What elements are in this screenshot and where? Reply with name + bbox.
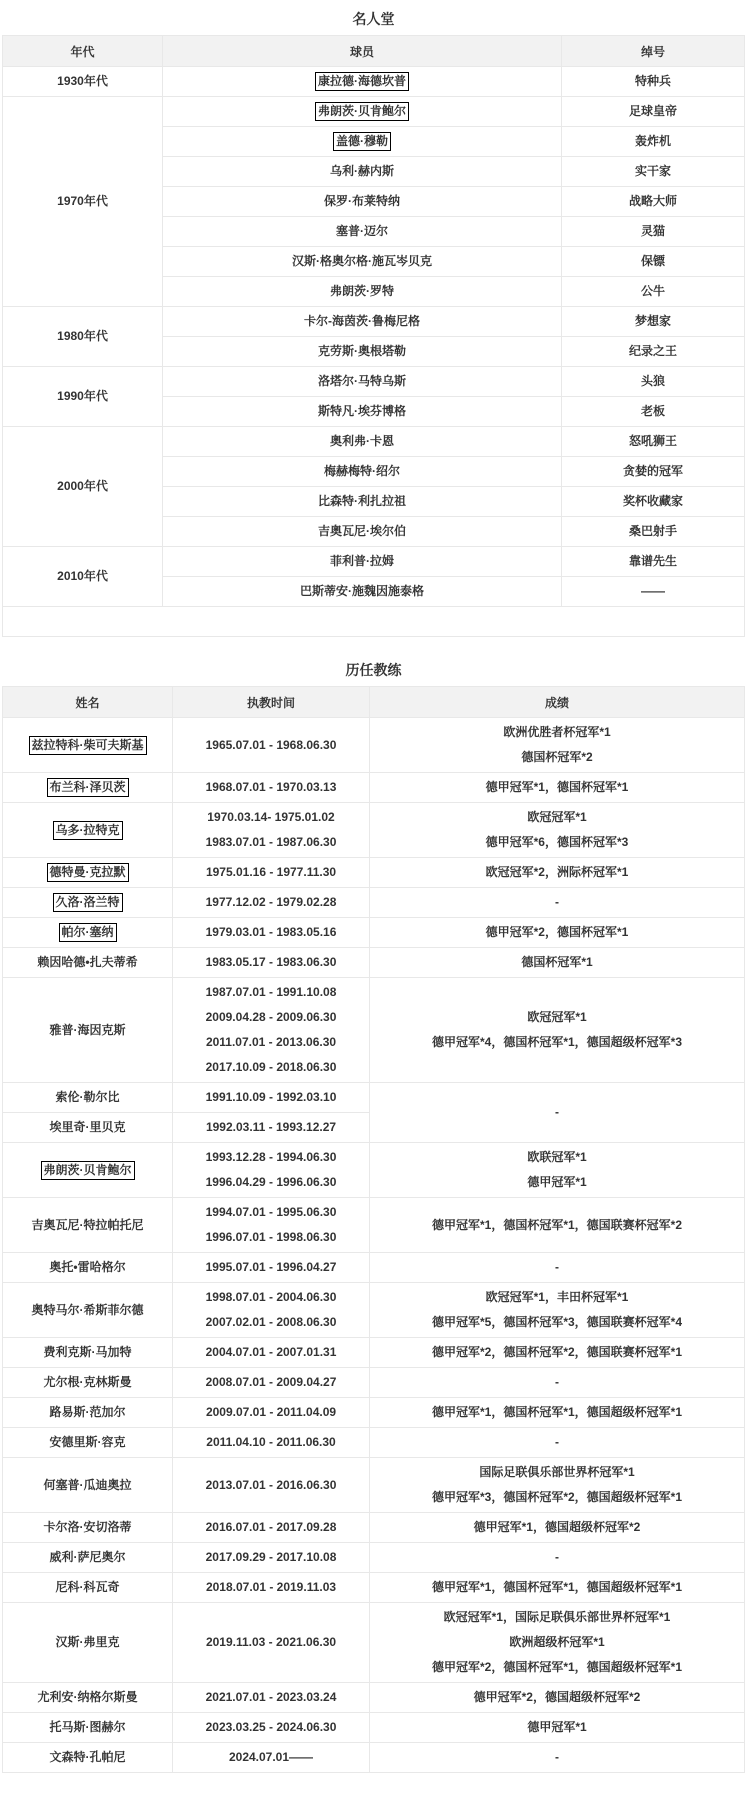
- coaches-header-row: [3, 687, 745, 718]
- coach-period-cell: [173, 1113, 370, 1143]
- coach-name-cell: [3, 1338, 173, 1368]
- achievement-line: 欧洲超级杯冠军*1: [509, 1635, 605, 1649]
- coach-name-cell: [3, 858, 173, 888]
- coach-period-cell: [173, 948, 370, 978]
- coach-name-cell: [3, 1283, 173, 1338]
- coach-result-cell: [370, 918, 745, 948]
- period: 1987.07.01 - 1991.10.08: [205, 985, 337, 999]
- player-name: 洛塔尔·马特乌斯: [318, 374, 406, 388]
- period: 2007.02.01 - 2008.06.30: [205, 1315, 337, 1329]
- coach-name-cell: [3, 1368, 173, 1398]
- achievement-line: 德甲冠军*2，德国超级杯冠军*2: [473, 1690, 641, 1704]
- hof-row: [3, 307, 745, 337]
- period: 1996.07.01 - 1998.06.30: [205, 1230, 337, 1244]
- player-name: 斯特凡·埃芬博格: [318, 404, 406, 418]
- coach-row: [3, 1338, 745, 1368]
- coach-name: 吉奥瓦尼·特拉帕托尼: [31, 1217, 144, 1232]
- era-label: 2010年代: [57, 569, 108, 583]
- coach-row: [3, 1283, 745, 1338]
- coach-period-cell: [173, 1683, 370, 1713]
- achievement-line: -: [555, 895, 559, 909]
- coach-name-cell: [3, 1543, 173, 1573]
- coach-result-cell: [370, 1283, 745, 1338]
- coaches-title: 历任教练: [345, 662, 402, 678]
- coach-row: [3, 1603, 745, 1683]
- nickname: 老板: [640, 404, 665, 418]
- period: 2016.07.01 - 2017.09.28: [205, 1520, 337, 1534]
- hof-col-nickname: 绰号: [562, 36, 745, 67]
- coach-result-cell: [370, 1573, 745, 1603]
- hof-header-row: [3, 36, 745, 67]
- coach-result-cell: [370, 1683, 745, 1713]
- coach-row: [3, 1368, 745, 1398]
- period: 1993.12.28 - 1994.06.30: [205, 1150, 337, 1164]
- achievement-line: 德甲冠军*1，德国杯冠军*1，德国联赛杯冠军*2: [431, 1217, 683, 1232]
- coach-row: [3, 888, 745, 918]
- coach-row: [3, 718, 745, 773]
- period: 1991.10.09 - 1992.03.10: [205, 1090, 337, 1104]
- coach-name: 何塞普·瓜迪奥拉: [43, 1477, 132, 1492]
- coach-row: [3, 1713, 745, 1743]
- achievement-line: 德甲冠军*1，德国超级杯冠军*2: [473, 1520, 641, 1534]
- coach-row: [3, 1683, 745, 1713]
- coach-result-cell: [370, 1603, 745, 1683]
- coach-link[interactable]: 兹拉特科·柴可夫斯基: [29, 736, 147, 755]
- achievement-line: -: [555, 1260, 559, 1274]
- coach-period-cell: [173, 1198, 370, 1253]
- player-name: 弗朗茨·罗特: [330, 284, 394, 298]
- hof-empty-row: [3, 607, 745, 637]
- nickname: 足球皇帝: [628, 104, 677, 118]
- player-cell: [163, 427, 562, 457]
- coach-row: [3, 1458, 745, 1513]
- coach-name: 奥特马尔·希斯菲尔德: [31, 1302, 144, 1317]
- player-cell: [163, 517, 562, 547]
- nickname-cell: [562, 247, 745, 277]
- nickname: 保镖: [640, 254, 665, 268]
- hall-of-fame-title: 名人堂: [352, 11, 395, 27]
- nickname-cell: [562, 517, 745, 547]
- nickname: 公牛: [640, 284, 665, 298]
- player-name: 保罗·布莱特纳: [324, 194, 400, 208]
- nickname-cell: [562, 367, 745, 397]
- coaches-col-result: 成绩: [370, 687, 745, 718]
- player-cell: [163, 487, 562, 517]
- nickname-cell: [562, 67, 745, 97]
- coach-name-cell: [3, 1113, 173, 1143]
- coach-period-cell: [173, 1603, 370, 1683]
- nickname: 奖杯收藏家: [622, 494, 683, 508]
- era-cell: [3, 97, 163, 307]
- coach-name: 奥托•雷哈格尔: [49, 1260, 126, 1274]
- coach-name: 尤利安·纳格尔斯曼: [37, 1690, 138, 1704]
- player-cell: [163, 247, 562, 277]
- achievement-line: 国际足联俱乐部世界杯冠军*1: [479, 1465, 635, 1479]
- coach-result-cell: [370, 1743, 745, 1773]
- coach-name: 安德里斯·容克: [49, 1435, 126, 1449]
- nickname: 纪录之王: [628, 344, 677, 358]
- coach-row: [3, 1198, 745, 1253]
- coach-period-cell: [173, 1513, 370, 1543]
- coach-result-cell: [370, 1458, 745, 1513]
- nickname-cell: [562, 577, 745, 607]
- coach-result-cell: [370, 1368, 745, 1398]
- achievement-line: 德甲冠军*1: [527, 1720, 587, 1734]
- coach-name-cell: [3, 1253, 173, 1283]
- coach-name: 埃里奇·里贝克: [49, 1120, 126, 1134]
- nickname-cell: [562, 427, 745, 457]
- period: 1994.07.01 - 1995.06.30: [205, 1205, 337, 1219]
- nickname-cell: [562, 127, 745, 157]
- period: 1975.01.16 - 1977.11.30: [205, 865, 337, 879]
- era-cell: [3, 307, 163, 367]
- coach-period-cell: [173, 1253, 370, 1283]
- player-link[interactable]: 盖德·穆勒: [333, 132, 391, 151]
- player-name: 塞普·迈尔: [336, 224, 388, 238]
- coach-link[interactable]: 帕尔·塞纳: [59, 923, 117, 942]
- coach-link[interactable]: 德特曼·克拉默: [47, 863, 129, 882]
- hof-row: [3, 427, 745, 457]
- hof-row: [3, 367, 745, 397]
- nickname: 轰炸机: [634, 134, 671, 148]
- coach-row: [3, 918, 745, 948]
- nickname-cell: [562, 487, 745, 517]
- hof-col-player: 球员: [163, 36, 562, 67]
- achievement-line: 欧冠冠军*1，国际足联俱乐部世界杯冠军*1: [443, 1610, 671, 1624]
- period: 2009.04.28 - 2009.06.30: [205, 1010, 337, 1024]
- coach-name-cell: [3, 773, 173, 803]
- nickname-cell: [562, 337, 745, 367]
- achievement-line: -: [555, 1750, 559, 1764]
- coach-row: [3, 1253, 745, 1283]
- player-cell: [163, 367, 562, 397]
- coach-name-cell: [3, 1713, 173, 1743]
- coach-link[interactable]: 久洛·洛兰特: [53, 893, 123, 912]
- player-cell: [163, 547, 562, 577]
- coach-name: 汉斯·弗里克: [55, 1635, 120, 1649]
- coach-name-cell: [3, 1398, 173, 1428]
- achievement-line: -: [555, 1550, 559, 1564]
- coach-period-cell: [173, 1743, 370, 1773]
- period: 2009.07.01 - 2011.04.09: [205, 1405, 337, 1419]
- coach-name: 文森特·孔帕尼: [49, 1750, 126, 1764]
- nickname: 战略大师: [628, 194, 677, 208]
- era-cell: [3, 367, 163, 427]
- coach-result-cell: [370, 1398, 745, 1428]
- achievement-line: 德甲冠军*1: [527, 1175, 587, 1189]
- achievement-line: 德甲冠军*2，德国杯冠军*1，德国超级杯冠军*1: [431, 1660, 683, 1674]
- period: 1983.05.17 - 1983.06.30: [205, 955, 337, 969]
- achievement-line: -: [555, 1105, 559, 1119]
- coach-period-cell: [173, 773, 370, 803]
- coach-result-cell: [370, 803, 745, 858]
- coach-name: 卡尔洛·安切洛蒂: [43, 1520, 132, 1534]
- coach-result-cell: [370, 1083, 745, 1143]
- achievement-line: 德甲冠军*1，德国杯冠军*1: [485, 780, 629, 794]
- period: 1979.03.01 - 1983.05.16: [205, 925, 337, 939]
- player-name: 吉奥瓦尼·埃尔伯: [318, 524, 406, 538]
- era-label: 2000年代: [57, 479, 108, 493]
- coach-name: 尤尔根·克林斯曼: [43, 1375, 132, 1389]
- coach-name: 尼科·科瓦奇: [55, 1580, 120, 1594]
- player-name: 乌利·赫内斯: [330, 164, 394, 178]
- coach-period-cell: [173, 1398, 370, 1428]
- coach-period-cell: [173, 1428, 370, 1458]
- nickname: 怒吼狮王: [628, 434, 677, 448]
- achievement-line: 德甲冠军*6，德国杯冠军*3: [485, 835, 629, 849]
- coach-name: 费利克斯·马加特: [43, 1345, 132, 1359]
- hof-row: [3, 67, 745, 97]
- coach-name: 托马斯·图赫尔: [49, 1720, 126, 1734]
- player-name: 菲利普·拉姆: [330, 554, 394, 568]
- coach-name-cell: [3, 1458, 173, 1513]
- coach-period-cell: [173, 1143, 370, 1198]
- period: 1998.07.01 - 2004.06.30: [205, 1290, 337, 1304]
- period: 2018.07.01 - 2019.11.03: [205, 1580, 337, 1594]
- player-link[interactable]: 弗朗茨·贝肯鲍尔: [315, 102, 409, 121]
- coach-period-cell: [173, 858, 370, 888]
- coach-result-cell: [370, 1143, 745, 1198]
- achievement-line: 德甲冠军*4，德国杯冠军*1，德国超级杯冠军*3: [431, 1035, 683, 1049]
- coach-result-cell: [370, 858, 745, 888]
- player-cell: [163, 67, 562, 97]
- player-cell: [163, 307, 562, 337]
- player-cell: [163, 127, 562, 157]
- achievement-line: 德甲冠军*2，德国杯冠军*1: [485, 925, 629, 939]
- hof-col-era: 年代: [3, 36, 163, 67]
- coach-name-cell: [3, 1198, 173, 1253]
- nickname-cell: [562, 547, 745, 577]
- coach-link[interactable]: 布兰科·泽贝茨: [47, 778, 129, 797]
- coach-result-cell: [370, 1543, 745, 1573]
- nickname-cell: [562, 97, 745, 127]
- player-link[interactable]: 康拉德·海德坎普: [315, 72, 409, 91]
- player-name: 比森特·利扎拉祖: [318, 494, 406, 508]
- period: 2013.07.01 - 2016.06.30: [205, 1477, 337, 1492]
- hall-of-fame-table: [2, 35, 745, 637]
- period: 1995.07.01 - 1996.04.27: [205, 1260, 337, 1274]
- coach-row: [3, 978, 745, 1083]
- hof-row: [3, 547, 745, 577]
- coach-row: [3, 1083, 745, 1113]
- player-cell: [163, 577, 562, 607]
- achievement-line: 欧冠冠军*1: [527, 810, 587, 824]
- coaches-table: [2, 686, 745, 1773]
- achievement-line: 欧洲优胜者杯冠军*1: [503, 725, 611, 739]
- coach-name-cell: [3, 1513, 173, 1543]
- coach-period-cell: [173, 1543, 370, 1573]
- coach-period-cell: [173, 1083, 370, 1113]
- coach-period-cell: [173, 1573, 370, 1603]
- coach-link[interactable]: 弗朗茨·贝肯鲍尔: [41, 1161, 135, 1180]
- coach-result-cell: [370, 1513, 745, 1543]
- era-cell: [3, 547, 163, 607]
- period: 2024.07.01——: [228, 1750, 314, 1764]
- coach-period-cell: [173, 1283, 370, 1338]
- coach-row: [3, 1573, 745, 1603]
- coach-period-cell: [173, 918, 370, 948]
- coach-result-cell: [370, 1713, 745, 1743]
- period: 1977.12.02 - 1979.02.28: [205, 895, 337, 909]
- player-name: 奥利弗·卡恩: [330, 434, 394, 448]
- achievement-line: 德甲冠军*5，德国杯冠军*3，德国联赛杯冠军*4: [431, 1315, 683, 1329]
- achievement-line: 欧冠冠军*1，丰田杯冠军*1: [485, 1290, 629, 1304]
- achievement-line: 德国杯冠军*1: [521, 955, 593, 969]
- coach-result-cell: [370, 1253, 745, 1283]
- coach-name-cell: [3, 888, 173, 918]
- coach-result-cell: [370, 1338, 745, 1368]
- achievement-line: 欧联冠军*1: [527, 1150, 587, 1164]
- nickname-cell: [562, 397, 745, 427]
- player-cell: [163, 217, 562, 247]
- nickname-cell: [562, 187, 745, 217]
- coach-row: [3, 1513, 745, 1543]
- nickname: 梦想家: [634, 314, 671, 328]
- period: 2004.07.01 - 2007.01.31: [205, 1345, 337, 1359]
- player-cell: [163, 277, 562, 307]
- period: 1996.04.29 - 1996.06.30: [205, 1175, 337, 1189]
- coaches-col-name: 姓名: [3, 687, 173, 718]
- empty-cell: [3, 607, 745, 637]
- coach-result-cell: [370, 948, 745, 978]
- coach-result-cell: [370, 1198, 745, 1253]
- coach-name-cell: [3, 918, 173, 948]
- player-cell: [163, 337, 562, 367]
- period: 2011.07.01 - 2013.06.30: [205, 1035, 337, 1049]
- coach-period-cell: [173, 978, 370, 1083]
- nickname: 头狼: [640, 374, 665, 388]
- era-label: 1930年代: [57, 74, 108, 88]
- coach-name-cell: [3, 1603, 173, 1683]
- coach-row: [3, 773, 745, 803]
- coach-period-cell: [173, 888, 370, 918]
- coach-period-cell: [173, 1338, 370, 1368]
- coach-name-cell: [3, 948, 173, 978]
- nickname: 桑巴射手: [628, 524, 677, 538]
- period: 1992.03.11 - 1993.12.27: [205, 1120, 337, 1134]
- era-label: 1970年代: [57, 194, 108, 208]
- coach-name-cell: [3, 978, 173, 1083]
- coach-period-cell: [173, 1713, 370, 1743]
- player-cell: [163, 97, 562, 127]
- nickname: ——: [641, 584, 665, 598]
- coach-result-cell: [370, 1428, 745, 1458]
- nickname: 特种兵: [634, 74, 671, 88]
- period: 2021.07.01 - 2023.03.24: [205, 1690, 337, 1704]
- player-cell: [163, 187, 562, 217]
- era-cell: [3, 427, 163, 547]
- coach-result-cell: [370, 888, 745, 918]
- player-name: 梅赫梅特·绍尔: [324, 464, 400, 478]
- coach-name: 索伦·勒尔比: [55, 1090, 120, 1104]
- coach-row: [3, 1743, 745, 1773]
- coach-row: [3, 1543, 745, 1573]
- coach-name-cell: [3, 718, 173, 773]
- coach-name-cell: [3, 1743, 173, 1773]
- coach-link[interactable]: 乌多·拉特克: [53, 821, 123, 840]
- coach-period-cell: [173, 803, 370, 858]
- nickname: 灵猫: [640, 224, 665, 238]
- period: 1983.07.01 - 1987.06.30: [205, 835, 337, 849]
- coaches-col-period: 执教时间: [173, 687, 370, 718]
- achievement-line: 德甲冠军*1，德国杯冠军*1，德国超级杯冠军*1: [431, 1580, 683, 1594]
- period: 2017.10.09 - 2018.06.30: [205, 1060, 337, 1074]
- coach-row: [3, 1398, 745, 1428]
- nickname-cell: [562, 277, 745, 307]
- nickname: 贪婪的冠军: [622, 464, 683, 478]
- player-cell: [163, 157, 562, 187]
- achievement-line: 德甲冠军*3，德国杯冠军*2，德国超级杯冠军*1: [431, 1490, 683, 1504]
- achievement-line: -: [555, 1375, 559, 1389]
- hof-row: [3, 97, 745, 127]
- coach-row: [3, 858, 745, 888]
- coach-period-cell: [173, 1458, 370, 1513]
- coach-row: [3, 1143, 745, 1198]
- coach-name-cell: [3, 1083, 173, 1113]
- coach-name-cell: [3, 803, 173, 858]
- player-name: 卡尔-海茵茨·鲁梅尼格: [304, 314, 420, 328]
- player-cell: [163, 397, 562, 427]
- period: 1965.07.01 - 1968.06.30: [205, 737, 337, 752]
- nickname: 靠谱先生: [628, 554, 677, 568]
- achievement-line: 欧冠冠军*2，洲际杯冠军*1: [485, 865, 629, 879]
- coach-name: 威利·萨尼奥尔: [49, 1550, 126, 1564]
- achievement-line: 德甲冠军*2，德国杯冠军*2，德国联赛杯冠军*1: [431, 1345, 683, 1359]
- era-label: 1980年代: [57, 329, 108, 343]
- coach-name-cell: [3, 1143, 173, 1198]
- nickname-cell: [562, 457, 745, 487]
- coach-row: [3, 1428, 745, 1458]
- player-name: 巴斯蒂安·施魏因施泰格: [300, 584, 424, 598]
- coach-period-cell: [173, 1368, 370, 1398]
- achievement-line: 德甲冠军*1，德国杯冠军*1，德国超级杯冠军*1: [431, 1405, 683, 1419]
- coach-row: [3, 803, 745, 858]
- nickname-cell: [562, 217, 745, 247]
- player-cell: [163, 457, 562, 487]
- nickname-cell: [562, 157, 745, 187]
- period: 2019.11.03 - 2021.06.30: [205, 1635, 337, 1649]
- coach-period-cell: [173, 718, 370, 773]
- coach-name: 赖因哈德•扎夫蒂希: [37, 955, 138, 969]
- period: 2017.09.29 - 2017.10.08: [205, 1550, 337, 1564]
- coach-result-cell: [370, 773, 745, 803]
- nickname: 实干家: [634, 164, 671, 178]
- coach-name-cell: [3, 1683, 173, 1713]
- coach-result-cell: [370, 978, 745, 1083]
- period: 1968.07.01 - 1970.03.13: [205, 780, 337, 794]
- coach-name-cell: [3, 1428, 173, 1458]
- coach-row: [3, 948, 745, 978]
- era-cell: [3, 67, 163, 97]
- achievement-line: -: [555, 1435, 559, 1449]
- achievement-line: 欧冠冠军*1: [527, 1010, 587, 1024]
- nickname-cell: [562, 307, 745, 337]
- period: 1970.03.14- 1975.01.02: [207, 810, 335, 824]
- period: 2011.04.10 - 2011.06.30: [206, 1435, 336, 1449]
- coach-result-cell: [370, 718, 745, 773]
- period: 2008.07.01 - 2009.04.27: [205, 1375, 337, 1389]
- player-name: 汉斯·格奥尔格·施瓦岑贝克: [292, 254, 432, 268]
- coach-name: 雅普·海因克斯: [49, 1022, 126, 1037]
- coach-name-cell: [3, 1573, 173, 1603]
- achievement-line: 德国杯冠军*2: [521, 750, 593, 764]
- era-label: 1990年代: [57, 389, 108, 403]
- period: 2023.03.25 - 2024.06.30: [205, 1720, 337, 1734]
- coach-name: 路易斯·范加尔: [49, 1405, 126, 1419]
- player-name: 克劳斯·奥根塔勒: [318, 344, 406, 358]
